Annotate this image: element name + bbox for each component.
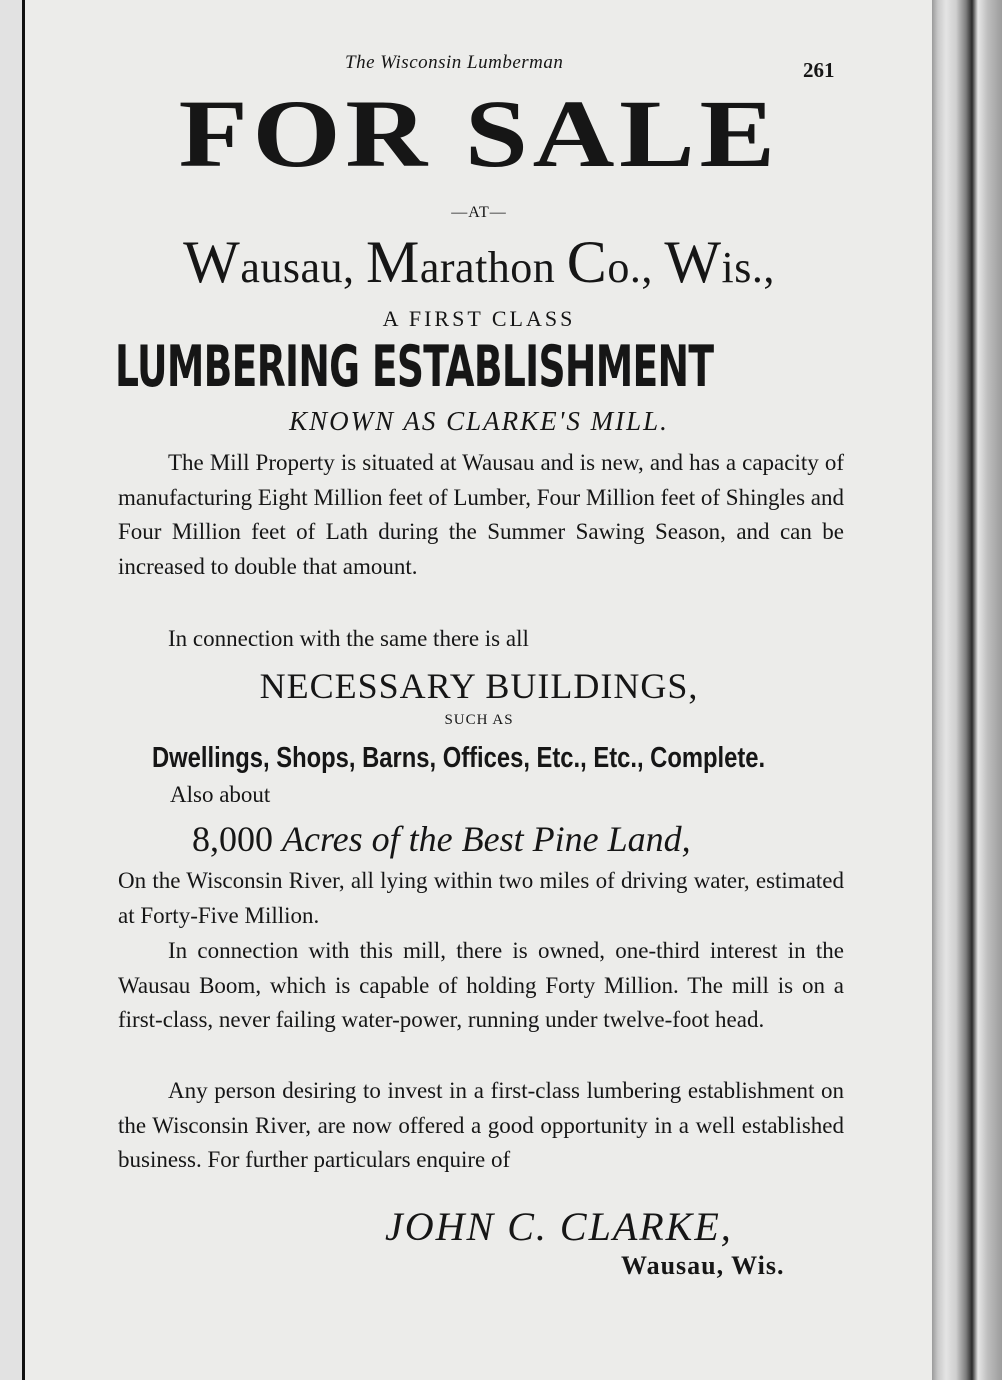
location-c-rest: o., <box>607 243 665 292</box>
paragraph-mill-property <box>118 446 844 584</box>
location-w1-cap: W <box>183 229 241 295</box>
paragraph-wausau-boom-text: In connection with this mill, there is owned, one-third interest in the Wausau Boom, which is capable of holding Forty Million. The mill is on a first-class, never failing water-power, running under twelve-foot head. <box>118 938 844 1032</box>
paragraph-wisconsin-river <box>118 864 844 933</box>
known-as-line: KNOWN AS CLARKE'S MILL. <box>289 406 669 436</box>
paragraph-mill-property-text: The Mill Property is situated at Wausau and is new, and has a capacity of manufacturing Eight Million feet of Lumber, Four Million feet of Shingles and Four Million feet of Lath during the Summer Sawing Season, and can be increased to double that amount. <box>118 450 844 579</box>
ad-location <box>0 228 958 297</box>
first-class-line: A FIRST CLASS <box>382 306 576 331</box>
paragraph-wausau-boom <box>118 934 844 1038</box>
paragraph-connection-text: In connection with the same there is all <box>168 626 529 651</box>
also-about-line: Also about <box>170 782 271 807</box>
paragraph-invest <box>118 1074 844 1178</box>
location-w2-cap: W <box>664 229 722 295</box>
location-m-rest: arathon <box>419 243 567 292</box>
headline-lumbering-establishment: LUMBERING ESTABLISHMENT <box>115 334 714 400</box>
page-number: 261 <box>803 58 835 82</box>
signature-location: Wausau, Wis. <box>621 1251 785 1280</box>
location-w1-rest: ausau, <box>240 243 366 292</box>
location-m-cap: M <box>366 229 420 295</box>
acres-number: 8,000 <box>192 819 282 859</box>
running-head: The Wisconsin Lumberman <box>345 52 564 73</box>
location-w2-rest: is., <box>721 243 775 292</box>
signature-name: JOHN C. CLARKE, <box>385 1204 733 1249</box>
necessary-buildings-heading: NECESSARY BUILDINGS, <box>259 666 699 706</box>
acres-heading <box>192 818 691 860</box>
such-as-line: SUCH AS <box>444 712 514 728</box>
acres-text: Acres of the Best Pine Land, <box>282 819 691 859</box>
location-c-cap: C <box>566 229 608 295</box>
at-divider: —AT— <box>451 204 507 221</box>
ad-title: FOR SALE <box>178 80 780 187</box>
paragraph-invest-text: Any person desiring to invest in a first-class lumbering establishment on the Wisconsin River, are now offered a good opportunity in a well established business. For further particulars enquire of <box>118 1078 844 1172</box>
paragraph-connection <box>118 622 844 657</box>
paragraph-wisconsin-river-text: On the Wisconsin River, all lying within two miles of driving water, estimated at Forty-Five Million. <box>118 868 844 928</box>
buildings-list: Dwellings, Shops, Barns, Offices, Etc., Etc., Complete. <box>152 742 766 774</box>
